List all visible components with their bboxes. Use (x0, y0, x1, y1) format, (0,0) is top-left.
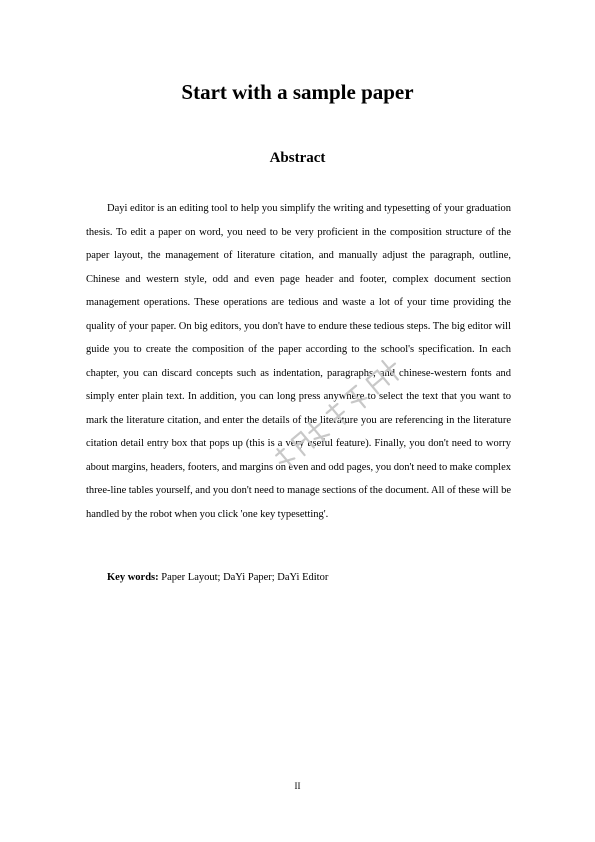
abstract-text: Dayi editor is an editing tool to help you simplify the writing and typesetting of your graduation thesis. To edit a paper on word, you need to be very proficient in the composition structure of the paper layout, the management of literature citation, and manually adjust the paragraph, outline, Chinese and western style, odd and even page header and footer, complex document section management operations. These operations are tedious and waste a lot of your time providing the quality of your paper. On big editors, you don't have to endure these tedious steps. The big editor will guide you to create the composition of the paper according to the school's specification. In each chapter, you can discard concepts such as indentation, paragraphs, and chinese-western fonts and simply enter plain text. In addition, you can long press anywhere to select the text that you want to mark the literature citation, and enter the details of the literature you are referencing in the literature citation detail entry box that pops up (this is a very useful feature). Finally, you don't need to worry about margins, headers, footers, and margins on even and odd pages, you don't need to make complex three-line tables yourself, and you don't need to manage sections of the document. All of these will be handled by the robot when you click 'one key typesetting'. (86, 203, 511, 520)
paper-title: Start with a sample paper (181, 80, 414, 104)
keywords-line (107, 570, 328, 586)
page-number: II (294, 781, 301, 791)
keywords-value: Paper Layout; DaYi Paper; DaYi Editor (158, 572, 329, 583)
keywords-label: Key words: (107, 572, 159, 583)
abstract-heading: Abstract (269, 150, 326, 166)
